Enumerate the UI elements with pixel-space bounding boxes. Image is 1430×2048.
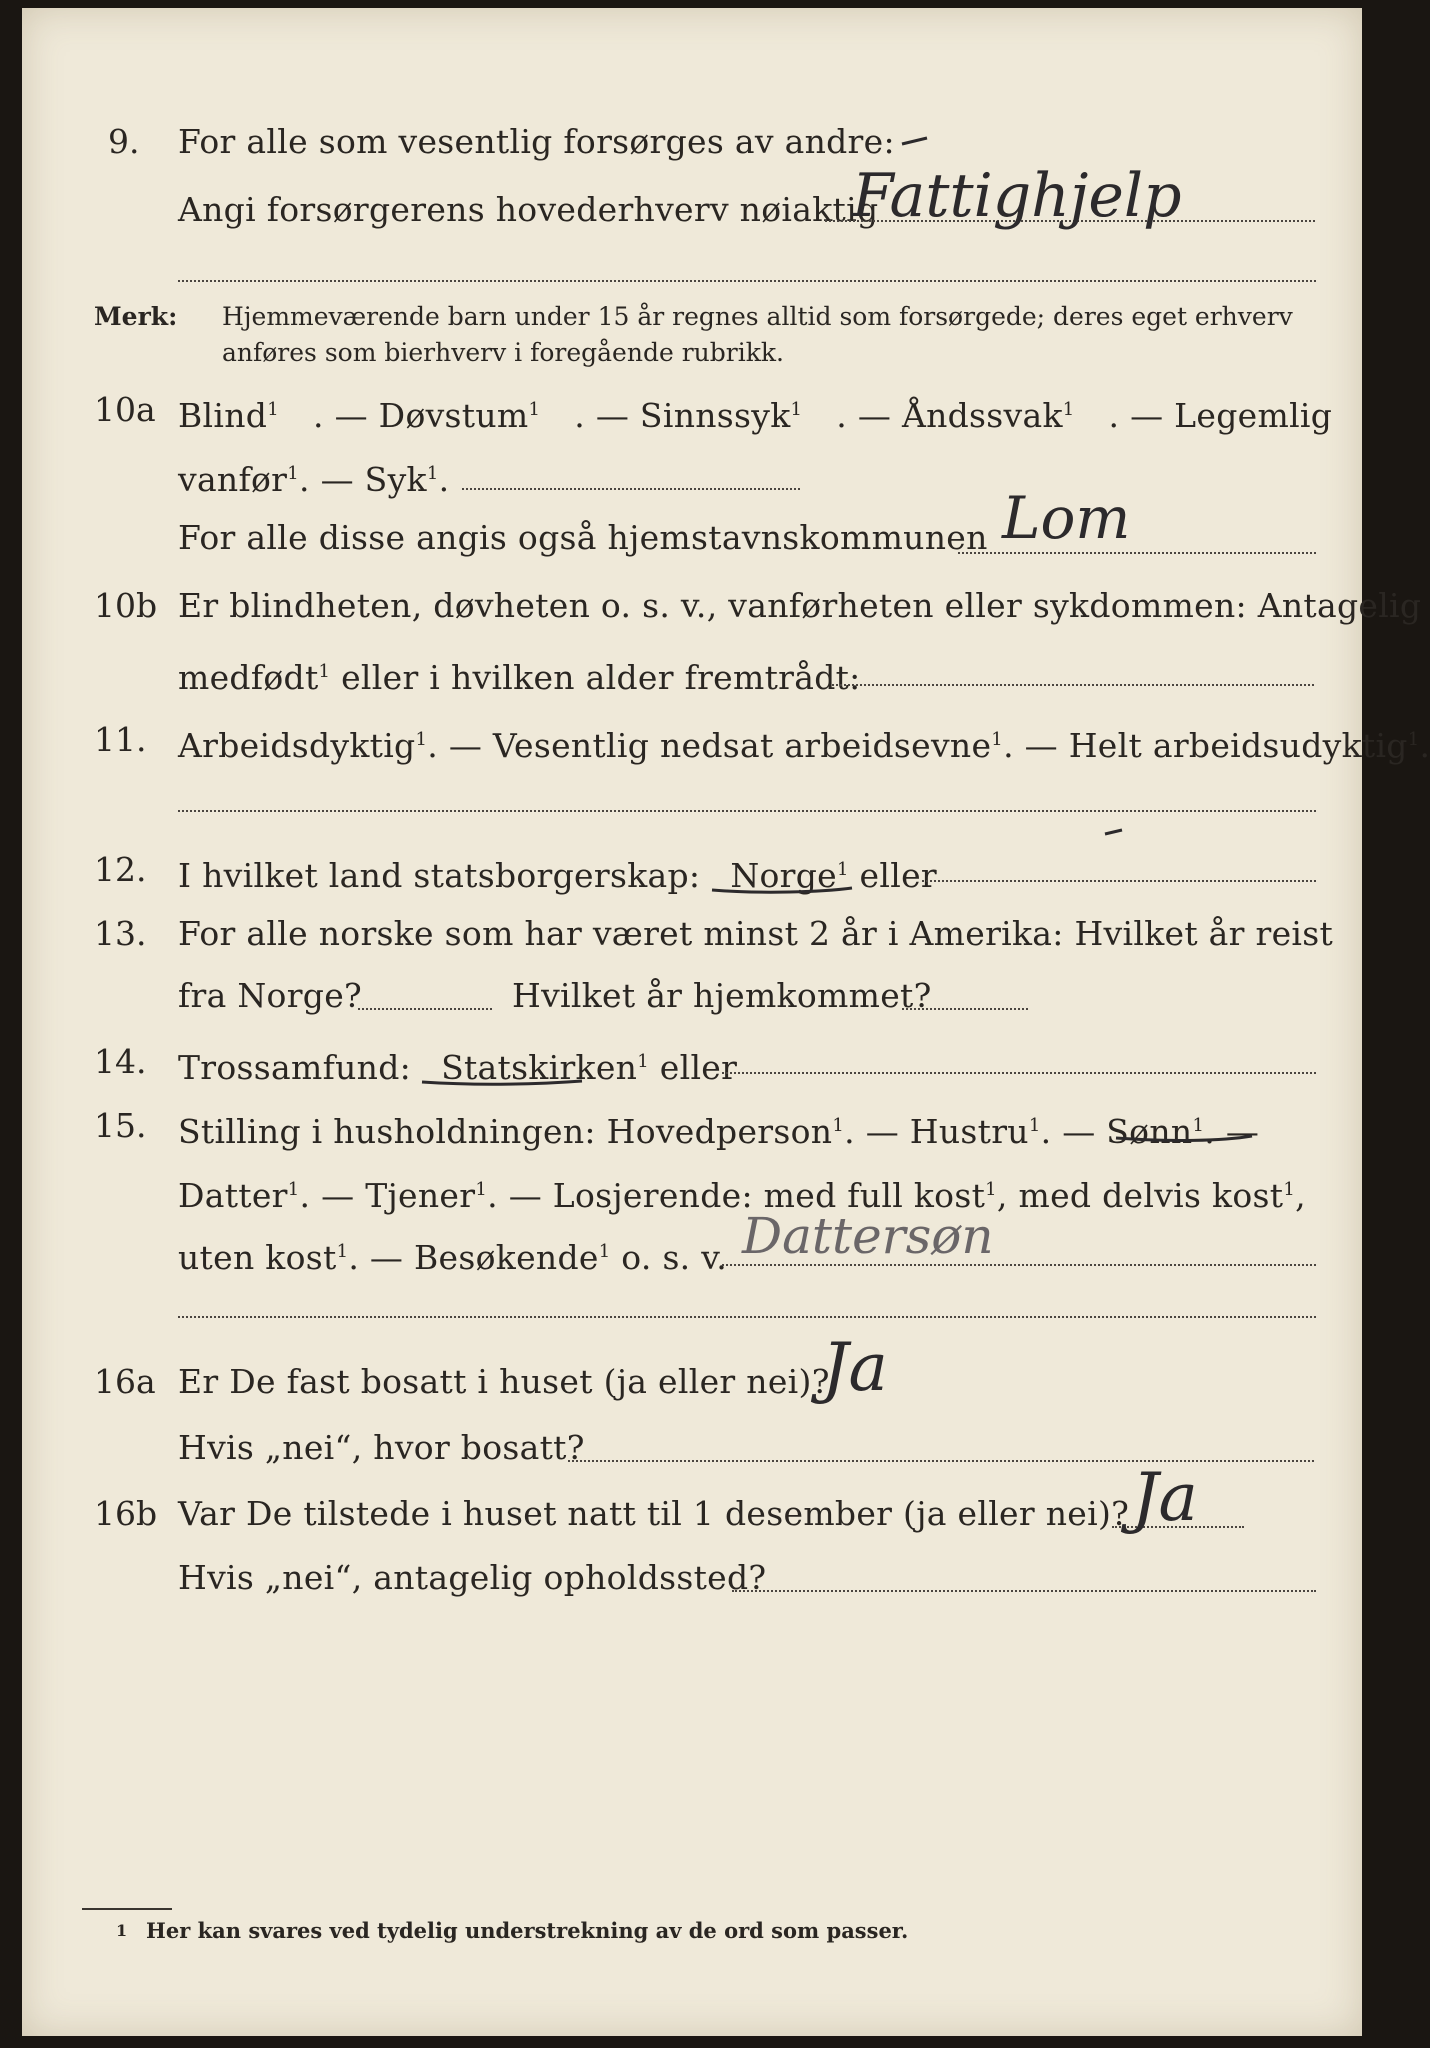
- q9-number: 9.: [108, 122, 140, 161]
- q9-answer-handwritten: Fattighjelp: [852, 161, 1182, 231]
- q11-sup: 1: [415, 729, 428, 750]
- q15-sup: 1: [1283, 1179, 1296, 1200]
- q15-sup: 1: [832, 1115, 845, 1136]
- q13-line2a: fra Norge?: [178, 976, 363, 1015]
- q15-hovedperson: Stilling i husholdningen: Hovedperson: [178, 1112, 833, 1151]
- q15-sup: 1: [1028, 1115, 1041, 1136]
- q12-sup: 1: [837, 859, 849, 880]
- q15-sup: 1: [287, 1179, 300, 1200]
- q11-arbeidsdyktig: Arbeidsdyktig: [178, 726, 416, 765]
- q11-number: 11.: [94, 720, 147, 759]
- q11-udyktig: . — Helt arbeidsudyktig: [1003, 726, 1408, 765]
- q14-eller: eller: [648, 1048, 738, 1087]
- q16b-line2: Hvis „nei“, antagelig opholdssted?: [178, 1558, 767, 1597]
- q10a-answer-handwritten: Lom: [1002, 484, 1131, 552]
- merk-line1: Hjemmeværende barn under 15 år regnes alltid som forsørgede; deres eget erhverv: [222, 302, 1293, 331]
- q10a-vanfor: vanfør: [178, 460, 288, 499]
- q14-statskirken: Statskirken: [441, 1048, 638, 1087]
- q10a-sup: 1: [287, 463, 299, 484]
- q12-number: 12.: [94, 850, 147, 889]
- q10b-sup: 1: [318, 661, 331, 682]
- q15-uten-kost: uten kost: [178, 1238, 337, 1277]
- q10a-dot: .: [438, 460, 450, 499]
- q11-nedsat: . — Vesentlig nedsat arbeidsevne: [427, 726, 992, 765]
- q10a-blind: Blind: [178, 396, 268, 435]
- q15-comma: ,: [1295, 1176, 1306, 1215]
- q14-number: 14.: [94, 1042, 147, 1081]
- q10a-sup: 1: [528, 399, 541, 420]
- q13-line2b: Hvilket år hjemkommet?: [512, 976, 932, 1015]
- q10b-line1: Er blindheten, døvheten o. s. v., vanførheten eller sykdommen: Antagelig: [178, 586, 1422, 625]
- q9-line2: Angi forsørgerens hovederhverv nøiaktig: [178, 190, 879, 229]
- q12-question: I hvilket land statsborgerskap:: [178, 856, 701, 895]
- q11-sup: 1: [991, 729, 1004, 750]
- q15-sup: 1: [475, 1179, 488, 1200]
- q10a-sup: 1: [1062, 399, 1075, 420]
- q16a-answer-handwritten: Ja: [822, 1329, 888, 1406]
- q10a-number: 10a: [94, 390, 156, 429]
- q15-dash: . —: [1204, 1112, 1260, 1151]
- q15-sup: 1: [985, 1179, 997, 1200]
- q15-losjerende: . — Losjerende: med full kost: [487, 1176, 986, 1215]
- q10b-alder: eller i hvilken alder fremtrådt:: [330, 658, 861, 697]
- footnote-rule: [82, 1908, 172, 1910]
- q10a-line3: For alle disse angis også hjemstavnskommunen: [178, 518, 988, 557]
- q15-hustru: . — Hustru: [844, 1112, 1029, 1151]
- census-form-page: [22, 8, 1430, 2036]
- q15-sup: 1: [598, 1241, 611, 1262]
- q16b-number: 16b: [94, 1494, 158, 1533]
- q9-dash-mark: [902, 138, 927, 144]
- q13-number: 13.: [94, 914, 147, 953]
- q15-delvis: , med delvis kost: [996, 1176, 1284, 1215]
- q11-sup: 1: [1407, 729, 1420, 750]
- merk-label: Merk:: [94, 302, 178, 331]
- q15-datter: Datter: [178, 1176, 288, 1215]
- q10a-sup: 1: [267, 399, 280, 420]
- q16a-number: 16a: [94, 1362, 156, 1401]
- q10a-syk: . — Syk: [299, 460, 427, 499]
- q15-sup: 1: [336, 1241, 349, 1262]
- q10b-medfodt: medfødt: [178, 658, 319, 697]
- q10a-sup: 1: [426, 463, 439, 484]
- q16a-line1: Er De fast bosatt i huset (ja eller nei)?: [178, 1362, 830, 1401]
- q14-sup: 1: [637, 1051, 649, 1072]
- q15-answer-handwritten: Dattersøn: [742, 1207, 994, 1265]
- q15-sonn: . — Sønn: [1040, 1112, 1193, 1151]
- q10a-legemlig: . — Legemlig: [1108, 396, 1333, 435]
- footnote-text: Her kan svares ved tydelig understrekning av de ord som passer.: [146, 1918, 909, 1943]
- q9-line1: For alle som vesentlig forsørges av andre:: [178, 122, 895, 161]
- q15-number: 15.: [94, 1106, 147, 1145]
- q13-line1: For alle norske som har været minst 2 år i Amerika: Hvilket år reist: [178, 914, 1334, 953]
- q15-osv: o. s. v.: [610, 1238, 728, 1277]
- statskirken-underline: [422, 1081, 582, 1084]
- q10b-number: 10b: [94, 586, 158, 625]
- underline-marks: [22, 8, 1362, 2036]
- q16b-line1: Var De tilstede i huset natt til 1 desember (ja eller nei)?: [178, 1494, 1130, 1533]
- q10a-sup: 1: [790, 399, 803, 420]
- q16b-answer-handwritten: Ja: [1132, 1459, 1198, 1536]
- q10a-andssvak: . — Åndssvak: [836, 396, 1063, 435]
- q12-eller: eller: [848, 856, 937, 895]
- q12-norge: Norge: [730, 856, 837, 895]
- footnote-mark: 1: [116, 1921, 128, 1940]
- norge-underline: [712, 888, 852, 892]
- q15-tjener: . — Tjener: [299, 1176, 476, 1215]
- q11-dot: .: [1419, 726, 1430, 765]
- merk-line2: anføres som bierhverv i foregående rubrikk.: [222, 338, 784, 367]
- q14-question: Trossamfund:: [178, 1048, 412, 1087]
- q10a-dovstum: . — Døvstum: [313, 396, 529, 435]
- q15-besokende: . — Besøkende: [348, 1238, 599, 1277]
- q16a-line2: Hvis „nei“, hvor bosatt?: [178, 1428, 585, 1467]
- q10a-sinnssyk: . — Sinnssyk: [574, 396, 791, 435]
- q15-sup: 1: [1192, 1115, 1205, 1136]
- q12-tick-mark: [1105, 830, 1122, 834]
- sonn-underline: [1116, 1136, 1252, 1140]
